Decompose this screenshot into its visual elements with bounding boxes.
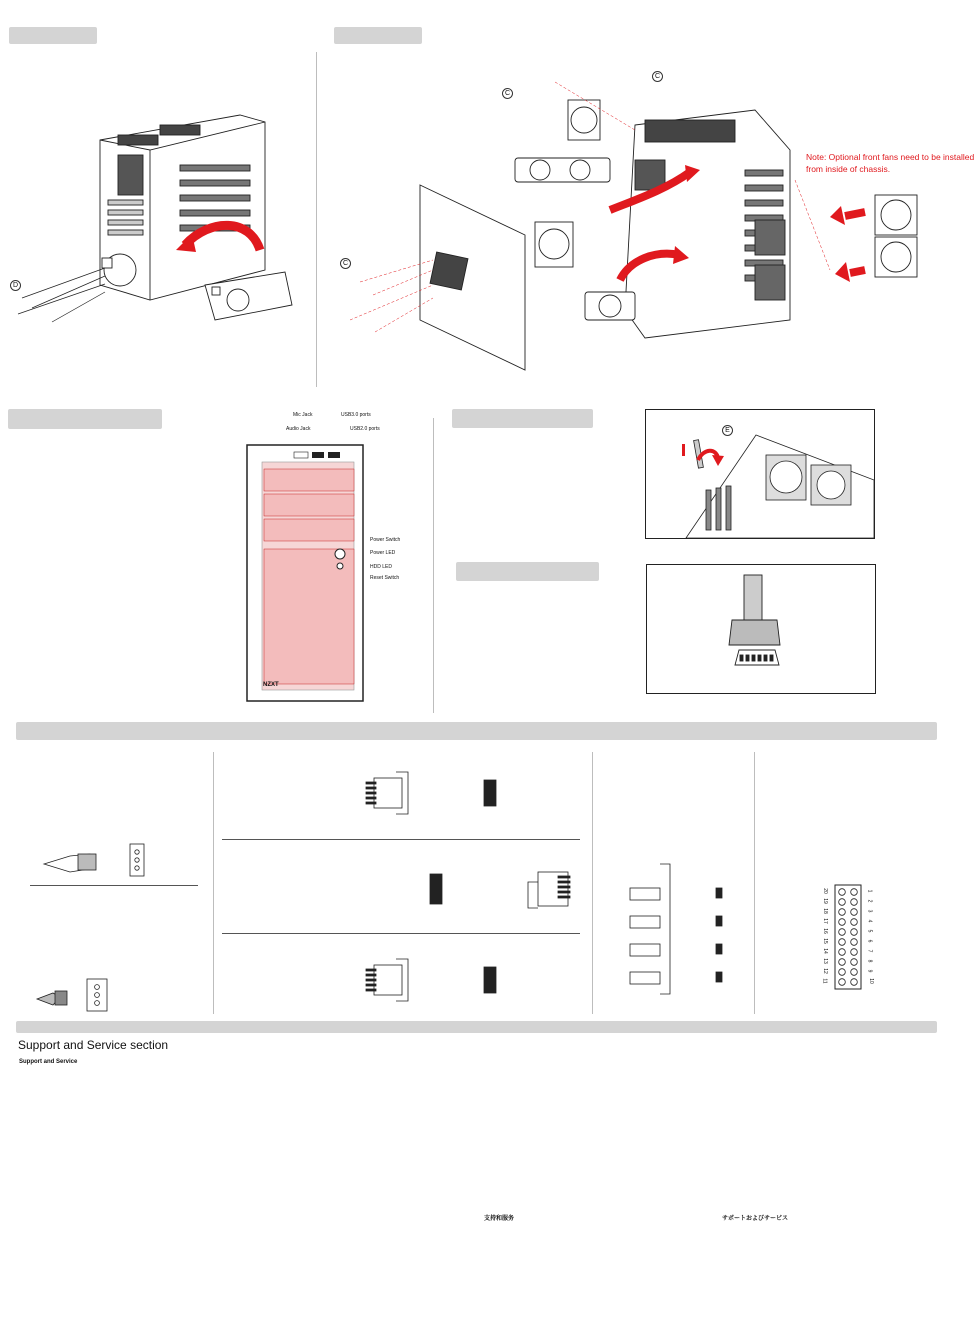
- atx-pin-9: 9: [866, 969, 873, 973]
- note-line-2: from inside of chassis.: [806, 164, 891, 174]
- atx-pin-5: 5: [866, 929, 873, 933]
- support-title-cn: 支持和服务: [484, 1216, 515, 1222]
- usb3-header-illustration: [360, 768, 520, 818]
- pci-install-illustration: [646, 410, 874, 538]
- brand-logo: NZXT: [263, 682, 279, 688]
- hdd-connector-box: [646, 564, 876, 694]
- callout-c: C: [340, 258, 351, 269]
- label-power-led: Power LED: [370, 550, 396, 556]
- molex-connector-illustration: [40, 840, 160, 880]
- section-header-front-panel: [8, 409, 162, 429]
- atx-pin-8: 8: [866, 959, 873, 963]
- atx-pin-1: 1: [866, 889, 873, 893]
- support-section-title: Support and Service section: [18, 1038, 169, 1052]
- atx-pin-16: 16: [821, 928, 828, 934]
- divider: [592, 752, 593, 1014]
- atx-pin-3: 3: [866, 909, 873, 913]
- callout-c: C: [652, 71, 663, 82]
- atx-pin-6: 6: [866, 939, 873, 943]
- section-header-connectors: [16, 722, 937, 740]
- pci-install-box: [645, 409, 875, 539]
- atx-pin-17: 17: [821, 918, 828, 924]
- atx-pin-12: 12: [821, 968, 828, 974]
- divider: [222, 839, 580, 840]
- divider: [754, 752, 755, 1014]
- callout-e: E: [722, 425, 733, 436]
- atx-pin-20: 20: [821, 888, 828, 894]
- callout-c: C: [502, 88, 513, 99]
- note-line-1: Note: Optional front fans need to be installed: [806, 152, 974, 162]
- divider: [222, 933, 580, 934]
- audio-header-illustration: [420, 862, 580, 918]
- fan-install-illustration: [335, 70, 935, 380]
- section-header-fans: [334, 27, 422, 44]
- atx-pin-13: 13: [821, 958, 828, 964]
- atx-pin-diagram: [818, 884, 878, 990]
- front-fan-note: [806, 151, 974, 175]
- label-audio-jack: Audio Jack: [286, 426, 311, 432]
- callout-d: D: [10, 280, 21, 291]
- psu-install-illustration: [10, 100, 310, 330]
- atx-pin-18: 18: [821, 908, 828, 914]
- atx-pin-11: 11: [821, 978, 828, 984]
- atx-connector-illustration: [834, 884, 862, 990]
- fan-3pin-connector-illustration: [35, 975, 115, 1015]
- support-subtitle: Support and Service: [19, 1059, 78, 1065]
- label-power-switch: Power Switch: [370, 537, 401, 543]
- label-hdd-led: HDD LED: [370, 564, 392, 570]
- divider: [433, 418, 434, 713]
- usb2-header-illustration: [360, 955, 520, 1005]
- section-header-support: [16, 1021, 937, 1033]
- support-title-jp: サポートおよびサービス: [722, 1216, 789, 1222]
- label-usb3-ports: USB3.0 ports: [341, 412, 371, 418]
- divider: [30, 885, 198, 886]
- divider: [316, 52, 317, 387]
- sata-connector-illustration: [647, 565, 875, 693]
- section-header-psu: [9, 27, 97, 44]
- front-panel-header-illustration: [620, 860, 730, 1000]
- atx-pin-10: 10: [867, 978, 874, 984]
- atx-pin-14: 14: [821, 948, 828, 954]
- section-header-hdd: [456, 562, 599, 581]
- atx-pin-15: 15: [821, 938, 828, 944]
- divider: [213, 752, 214, 1014]
- label-mic-jack: Mic Jack: [293, 412, 313, 418]
- atx-pin-7: 7: [866, 949, 873, 953]
- label-reset-switch: Reset Switch: [370, 575, 400, 581]
- front-panel-illustration: [246, 444, 366, 704]
- atx-pin-19: 19: [821, 898, 828, 904]
- label-usb2-ports: USB2.0 ports: [350, 426, 380, 432]
- atx-pin-2: 2: [866, 899, 873, 903]
- atx-pin-4: 4: [866, 919, 873, 923]
- section-header-pci: [452, 409, 593, 428]
